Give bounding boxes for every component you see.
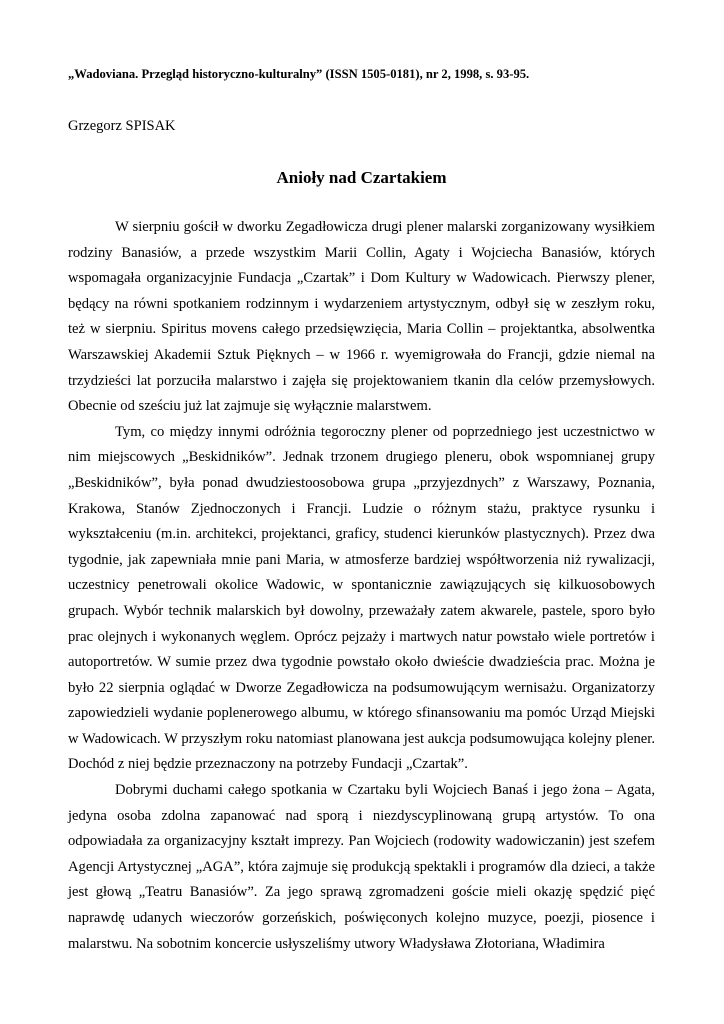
document-page [68,64,655,957]
paragraph-1: W sierpniu gościł w dworku Zegadłowicza drugi plener malarski zorganizowany wysiłkiem rodziny Banasiów, a przede wszystkim Marii Collin, Agaty i Wojciecha Banasiów, których wspomagała organizacyjnie Fundacja „Czartak” i Dom Kultury w Wadowicach. Pierwszy plener, będący na równi spotkaniem rodzinnym i wydarzeniem artystycznym, odbył się w zeszłym roku, też w sierpniu. Spiritus movens całego przedsięwzięcia, Maria Collin – projektantka, absolwentka Warszawskiej Akademii Sztuk Pięknych – w 1966 r. wyemigrowała do Francji, gdzie niemal na trzydzieści lat porzuciła malarstwo i zajęła się projektowaniem tkanin dla celów przemysłowych. Obecnie od sześciu już lat zajmuje się wyłącznie malarstwem. [68,219,655,415]
paragraph-2: Tym, co między innymi odróżnia tegoroczny plener od poprzedniego jest uczestnictwo w nim miejscowych „Beskidników”. Jednak trzonem drugiego pleneru, obok wspomnianej grupy „Beskidników”, była ponad dwudziestoosobowa grupa „przyjezdnych” z Warszawy, Poznania, Krakowa, Stanów Zjednoczonych i Francji. Ludzie o różnym stażu, praktyce rysunku i wykształceniu (m.in. architekci, projektanci, graficy, studenci kierunków plastycznych). Przez dwa tygodnie, jak zapewniała mnie pani Maria, w atmosferze bardziej współtworzenia niż rywalizacji, uczestnicy penetrowali okolice Wadowic, w spontanicznie zawiązujących się kilkuosobowych grupach. Wybór technik malarskich był dowolny, przeważały zatem akwarele, pastele, sporo było prac olejnych i wykonanych węglem. Oprócz pejzaży i martwych natur powstało wiele portretów i autoportretów. W sumie przez dwa tygodnie powstało około dwieście dwadzieścia prac. Można je było 22 sierpnia oglądać w Dworze Zegadłowicza na podsumowującym wernisażu. Organizatorzy zapowiedzieli wydanie poplenerowego albumu, w którego sfinansowaniu ma pomóc Urząd Miejski w Wadowicach. W przyszłym roku natomiast planowana jest aukcja podsumowująca kolejny plener. Dochód z niej będzie przeznaczony na potrzeby Fundacji „Czartak”. [68,423,655,773]
paragraph-3: Dobrymi duchami całego spotkania w Czartaku byli Wojciech Banaś i jego żona – Agata, jedyna osoba zdolna zapanować nad sporą i niezdyscyplinowaną grupą artystów. To ona odpowiadała za organizacyjny kształt imprezy. Pan Wojciech (rodowity wadowiczanin) jest szefem Agencji Artystycznej „AGA”, która zajmuje się produkcją spektakli i programów dla dzieci, a także jest głową „Teatru Banasiów”. Za jego sprawą zgromadzeni goście mieli okazję spędzić pięć naprawdę udanych wieczorów gorzeńskich, poświęconych kolejno muzyce, poezji, piosence i malarstwu. Na sobotnim koncercie usłyszeliśmy utwory Władysława Złotoriana, Władimira [68,782,655,952]
article-body [68,215,655,957]
citation: „Wadoviana. Przegląd historyczno-kulturalny” (ISSN 1505-0181), nr 2, 1998, s. 93-95. [68,67,530,81]
author-name: Grzegorz SPISAK [68,118,176,134]
article-title: Anioły nad Czartakiem [276,168,447,187]
